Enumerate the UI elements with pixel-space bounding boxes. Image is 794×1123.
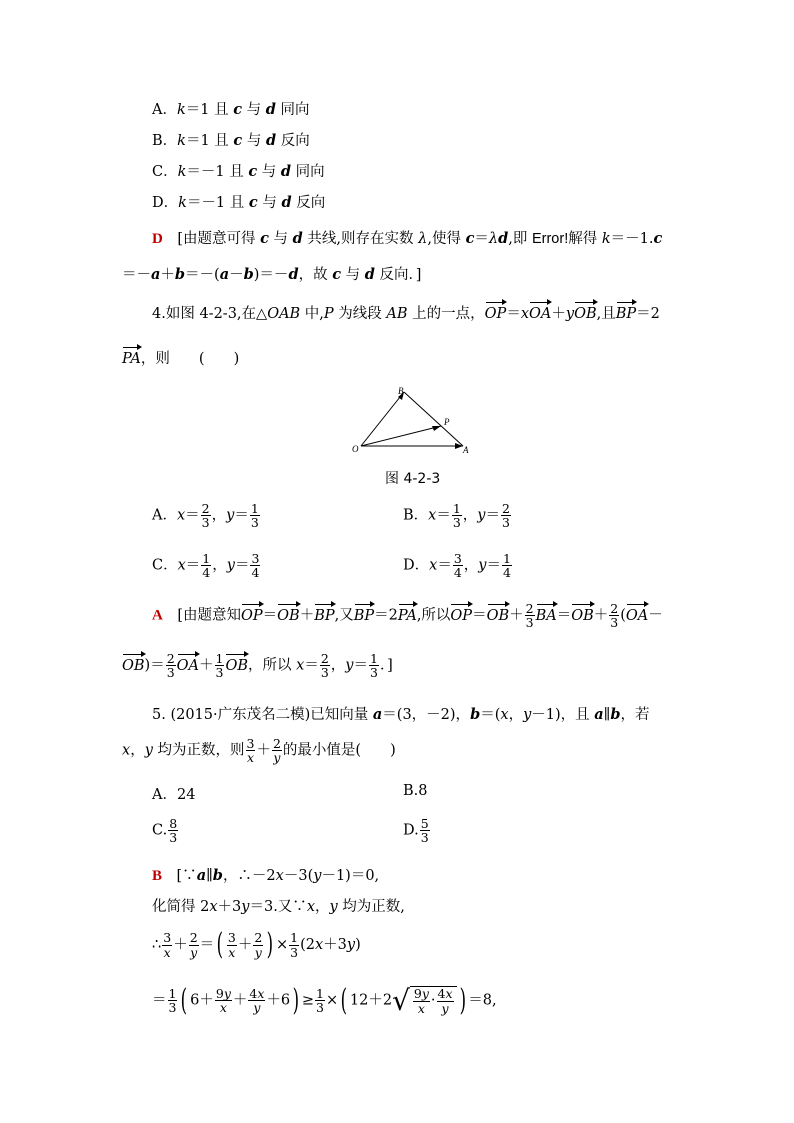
label-B: B xyxy=(398,386,404,396)
q4-option-c: C．x＝ $\frac{1}{4}$ ，y＝ $\frac{3}{4}$ xyxy=(152,551,260,581)
q5-option-d: D. $\frac{5}{3}$ xyxy=(403,816,429,846)
q4-explanation-line2: OB)＝ $\frac{2}{3}$ OA＋ $\frac{1}{3}$ OB，所以 x＝ $\frac{2}{3}$ ，y＝ $\frac{1}{3}$ ．] xyxy=(122,651,393,681)
q3-option-a: A．k＝1 且 c 与 d 同向 xyxy=(152,101,310,118)
q4-explanation-line1: A [由题意知OP＝OB＋BP,又BP＝2PA,所以OP＝OB＋ $\frac{2}{3}$ BA＝OB＋ $\frac{2}{3}$ (OA－ xyxy=(152,601,663,631)
segment-OP xyxy=(361,426,441,446)
q5-stem-line2: x，y 均为正数，则 $\frac{3}{x}$ ＋ $\frac{2}{y}$ 的最小值是( ) xyxy=(122,736,396,766)
segment-OB xyxy=(361,392,404,446)
q3-answer: D xyxy=(152,231,163,247)
arrowhead-OA xyxy=(455,443,463,449)
q5-solution-line4: ＝ $\frac{1}{3}$ ( 6＋ $\frac{9y}{x}$ ＋ $\frac{4x}{y}$ ＋6) ≥ $\frac{1}{3}$ ×( 12＋2√ $\frac{9y}{x}$ · $\frac{4x}{y}$ ) ＝8, xyxy=(152,982,497,1018)
q4-stem-line1: 4.如图 4-2-3,在△OAB 中,P 为线段 AB 上的一点，OP＝xOA＋yOB,且BP＝2 xyxy=(152,301,660,323)
figure-caption: 图 4-2-3 xyxy=(385,471,441,487)
q5-solution-line1: B [∵a∥b，∴－2x－3(y－1)＝0, xyxy=(152,867,380,884)
q5-solution-line2: 化简得 2x＋3y＝3.又∵x，y 均为正数, xyxy=(152,899,405,915)
q5-stem-line1: 5. (2015·广东茂名二模)已知向量 a＝(3，－2)，b＝(x，y－1)，且 a∥b，若 xyxy=(152,706,650,723)
q5-answer: B xyxy=(152,868,163,884)
label-P: P xyxy=(444,417,450,427)
q3-explanation-line2: ＝－a＋b＝－(a－b)＝－d，故 c 与 d 反向．] xyxy=(122,266,422,283)
q3-explanation-line1: D [由题意可得 c 与 d 共线,则存在实数 λ,使得 c＝λd,即 Error!解得 k＝－1.c xyxy=(152,230,663,247)
q5-option-a: A．24 xyxy=(152,787,196,803)
q5-option-c: C. $\frac{8}{3}$ xyxy=(152,816,178,846)
triangle-figure xyxy=(348,383,478,458)
q4-option-d: D．x＝ $\frac{3}{4}$ ，y＝ $\frac{1}{4}$ xyxy=(403,551,511,581)
q4-option-b: B．x＝ $\frac{1}{3}$ ，y＝ $\frac{2}{3}$ xyxy=(403,501,510,531)
q5-solution-line3: ∴ $\frac{3}{x}$ ＋ $\frac{2}{y}$ ＝( $\frac{3}{x}$ ＋ $\frac{2}{y}$ ) × $\frac{1}{3}$ (2x＋3y) xyxy=(152,927,361,962)
segment-BA xyxy=(404,392,463,446)
label-A: A xyxy=(463,445,469,455)
q4-option-a: A．x＝ $\frac{2}{3}$ ，y＝ $\frac{1}{3}$ xyxy=(152,501,259,531)
q5-option-b: B.8 xyxy=(403,783,428,799)
arrowhead-OP xyxy=(432,426,441,431)
q3-option-b: B．k＝1 且 c 与 d 反向 xyxy=(152,132,310,149)
label-O: O xyxy=(352,444,359,454)
q3-option-c: C．k＝－1 且 c 与 d 同向 xyxy=(152,163,325,180)
q3-option-d: D．k＝－1 且 c 与 d 反向 xyxy=(152,194,326,211)
q4-stem-line2: PA，则 ( ) xyxy=(122,346,239,368)
q4-answer: A xyxy=(152,607,163,624)
